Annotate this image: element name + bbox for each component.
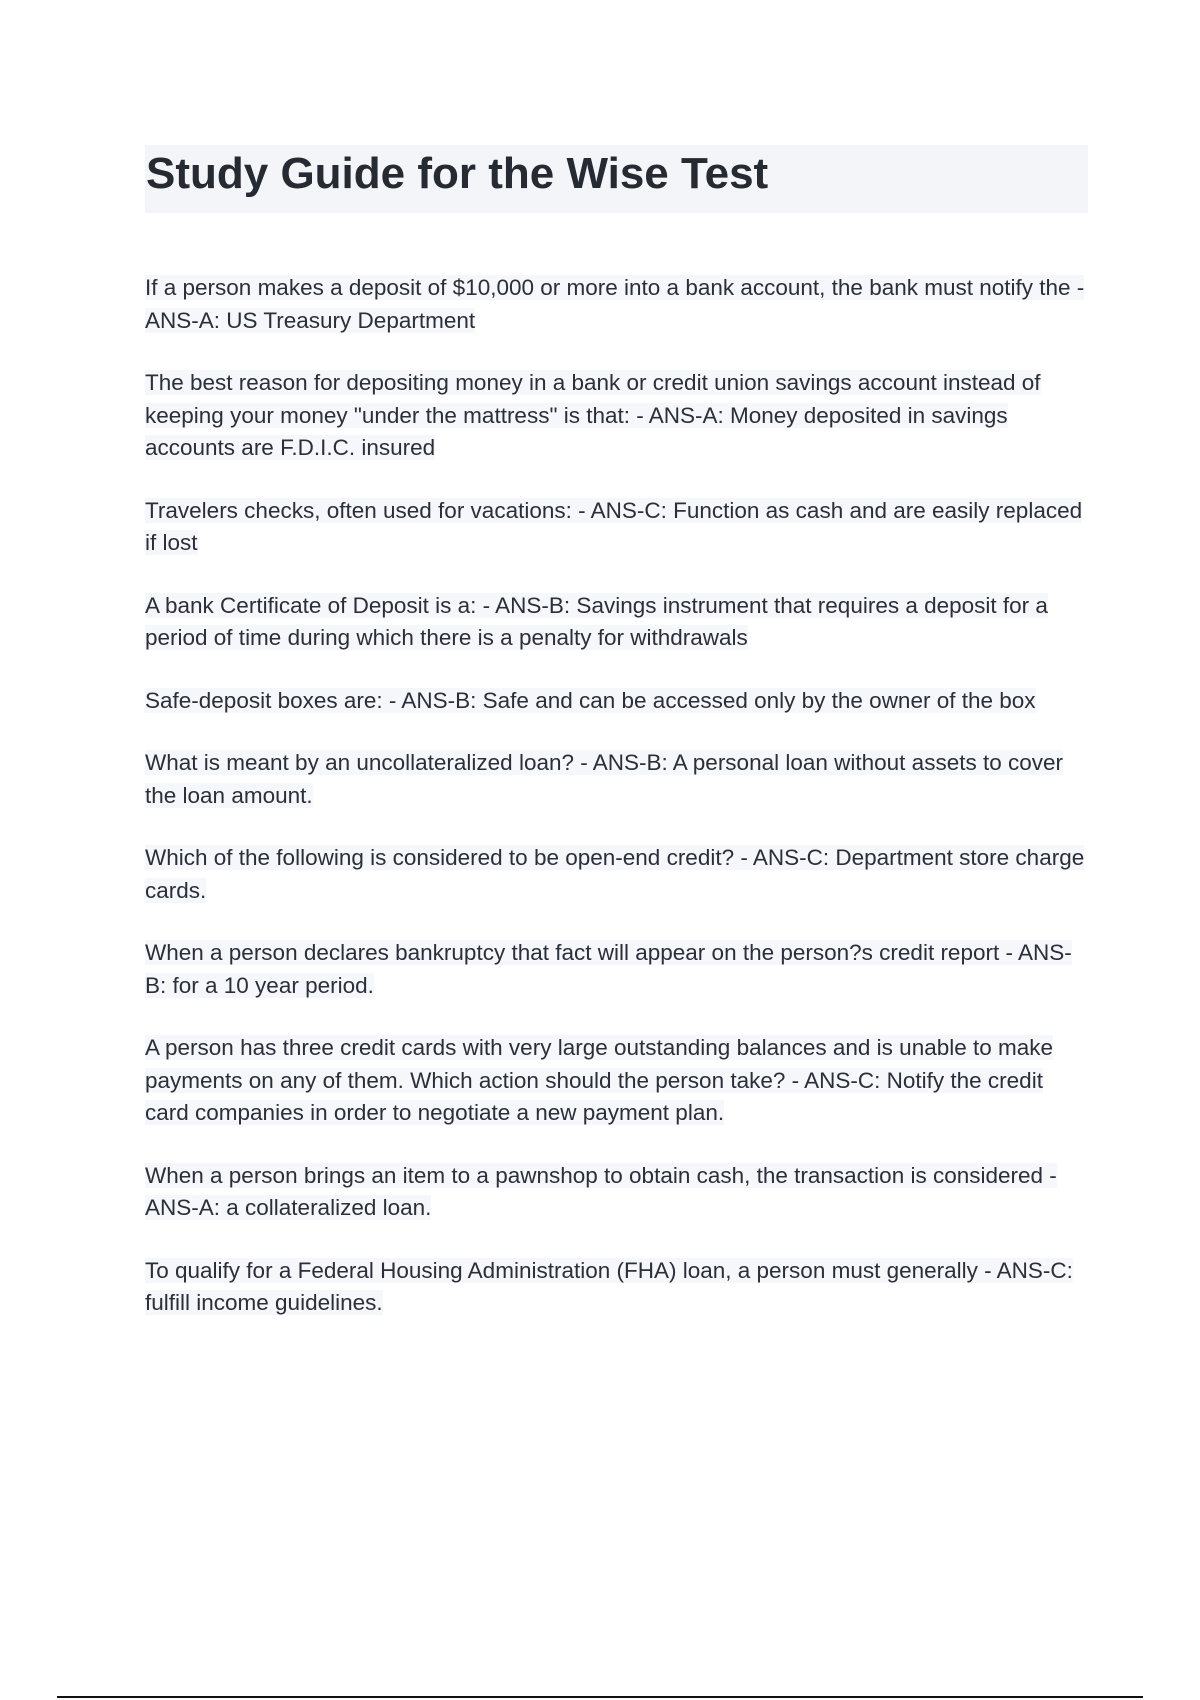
qa-text: Which of the following is considered to be open-end credit? - ANS-C: Department store charge cards. bbox=[145, 845, 1085, 903]
qa-text: To qualify for a Federal Housing Administration (FHA) loan, a person must generally - ANS-C: fulfill income guidelines. bbox=[145, 1257, 1073, 1315]
qa-item bbox=[145, 590, 1090, 655]
qa-text: A person has three credit cards with very large outstanding balances and is unable to make payments on any of them. Which action should the person take? - ANS-C: Notify the credit card companies in order to negotiate a new payment plan. bbox=[145, 1035, 1054, 1125]
qa-item bbox=[145, 747, 1090, 812]
qa-text: When a person declares bankruptcy that fact will appear on the person?s credit report - ANS-B: for a 10 year period. bbox=[145, 940, 1072, 998]
qa-item bbox=[145, 937, 1090, 1002]
title-banner bbox=[145, 145, 1088, 213]
qa-item bbox=[145, 272, 1090, 337]
qa-text: The best reason for depositing money in a bank or credit union savings account instead of keeping your money "under the mattress" is that: - ANS-A: Money deposited in savings accounts are F.D.I.C. insured bbox=[145, 370, 1041, 460]
qa-item bbox=[145, 495, 1090, 560]
qa-item bbox=[145, 1255, 1090, 1320]
qa-text: Travelers checks, often used for vacations: - ANS-C: Function as cash and are easily replaced if lost bbox=[145, 497, 1083, 555]
qa-text: A bank Certificate of Deposit is a: - ANS-B: Savings instrument that requires a deposit for a period of time during which there is a penalty for withdrawals bbox=[145, 592, 1048, 650]
qa-item bbox=[145, 1160, 1090, 1225]
page-title: Study Guide for the Wise Test bbox=[146, 149, 769, 198]
qa-text: When a person brings an item to a pawnshop to obtain cash, the transaction is considered - ANS-A: a collateralized loan. bbox=[145, 1162, 1057, 1220]
qa-item bbox=[145, 367, 1090, 465]
qa-text: What is meant by an uncollateralized loan? - ANS-B: A personal loan without assets to cover the loan amount. bbox=[145, 750, 1063, 808]
qa-item bbox=[145, 1032, 1090, 1130]
qa-item bbox=[145, 842, 1090, 907]
bottom-divider bbox=[57, 1696, 1143, 1698]
qa-text: If a person makes a deposit of $10,000 or more into a bank account, the bank must notify the - ANS-A: US Treasury Department bbox=[145, 275, 1085, 333]
qa-list bbox=[145, 272, 1090, 1350]
qa-text: Safe-deposit boxes are: - ANS-B: Safe and can be accessed only by the owner of the box bbox=[145, 687, 1036, 713]
qa-item bbox=[145, 685, 1090, 718]
